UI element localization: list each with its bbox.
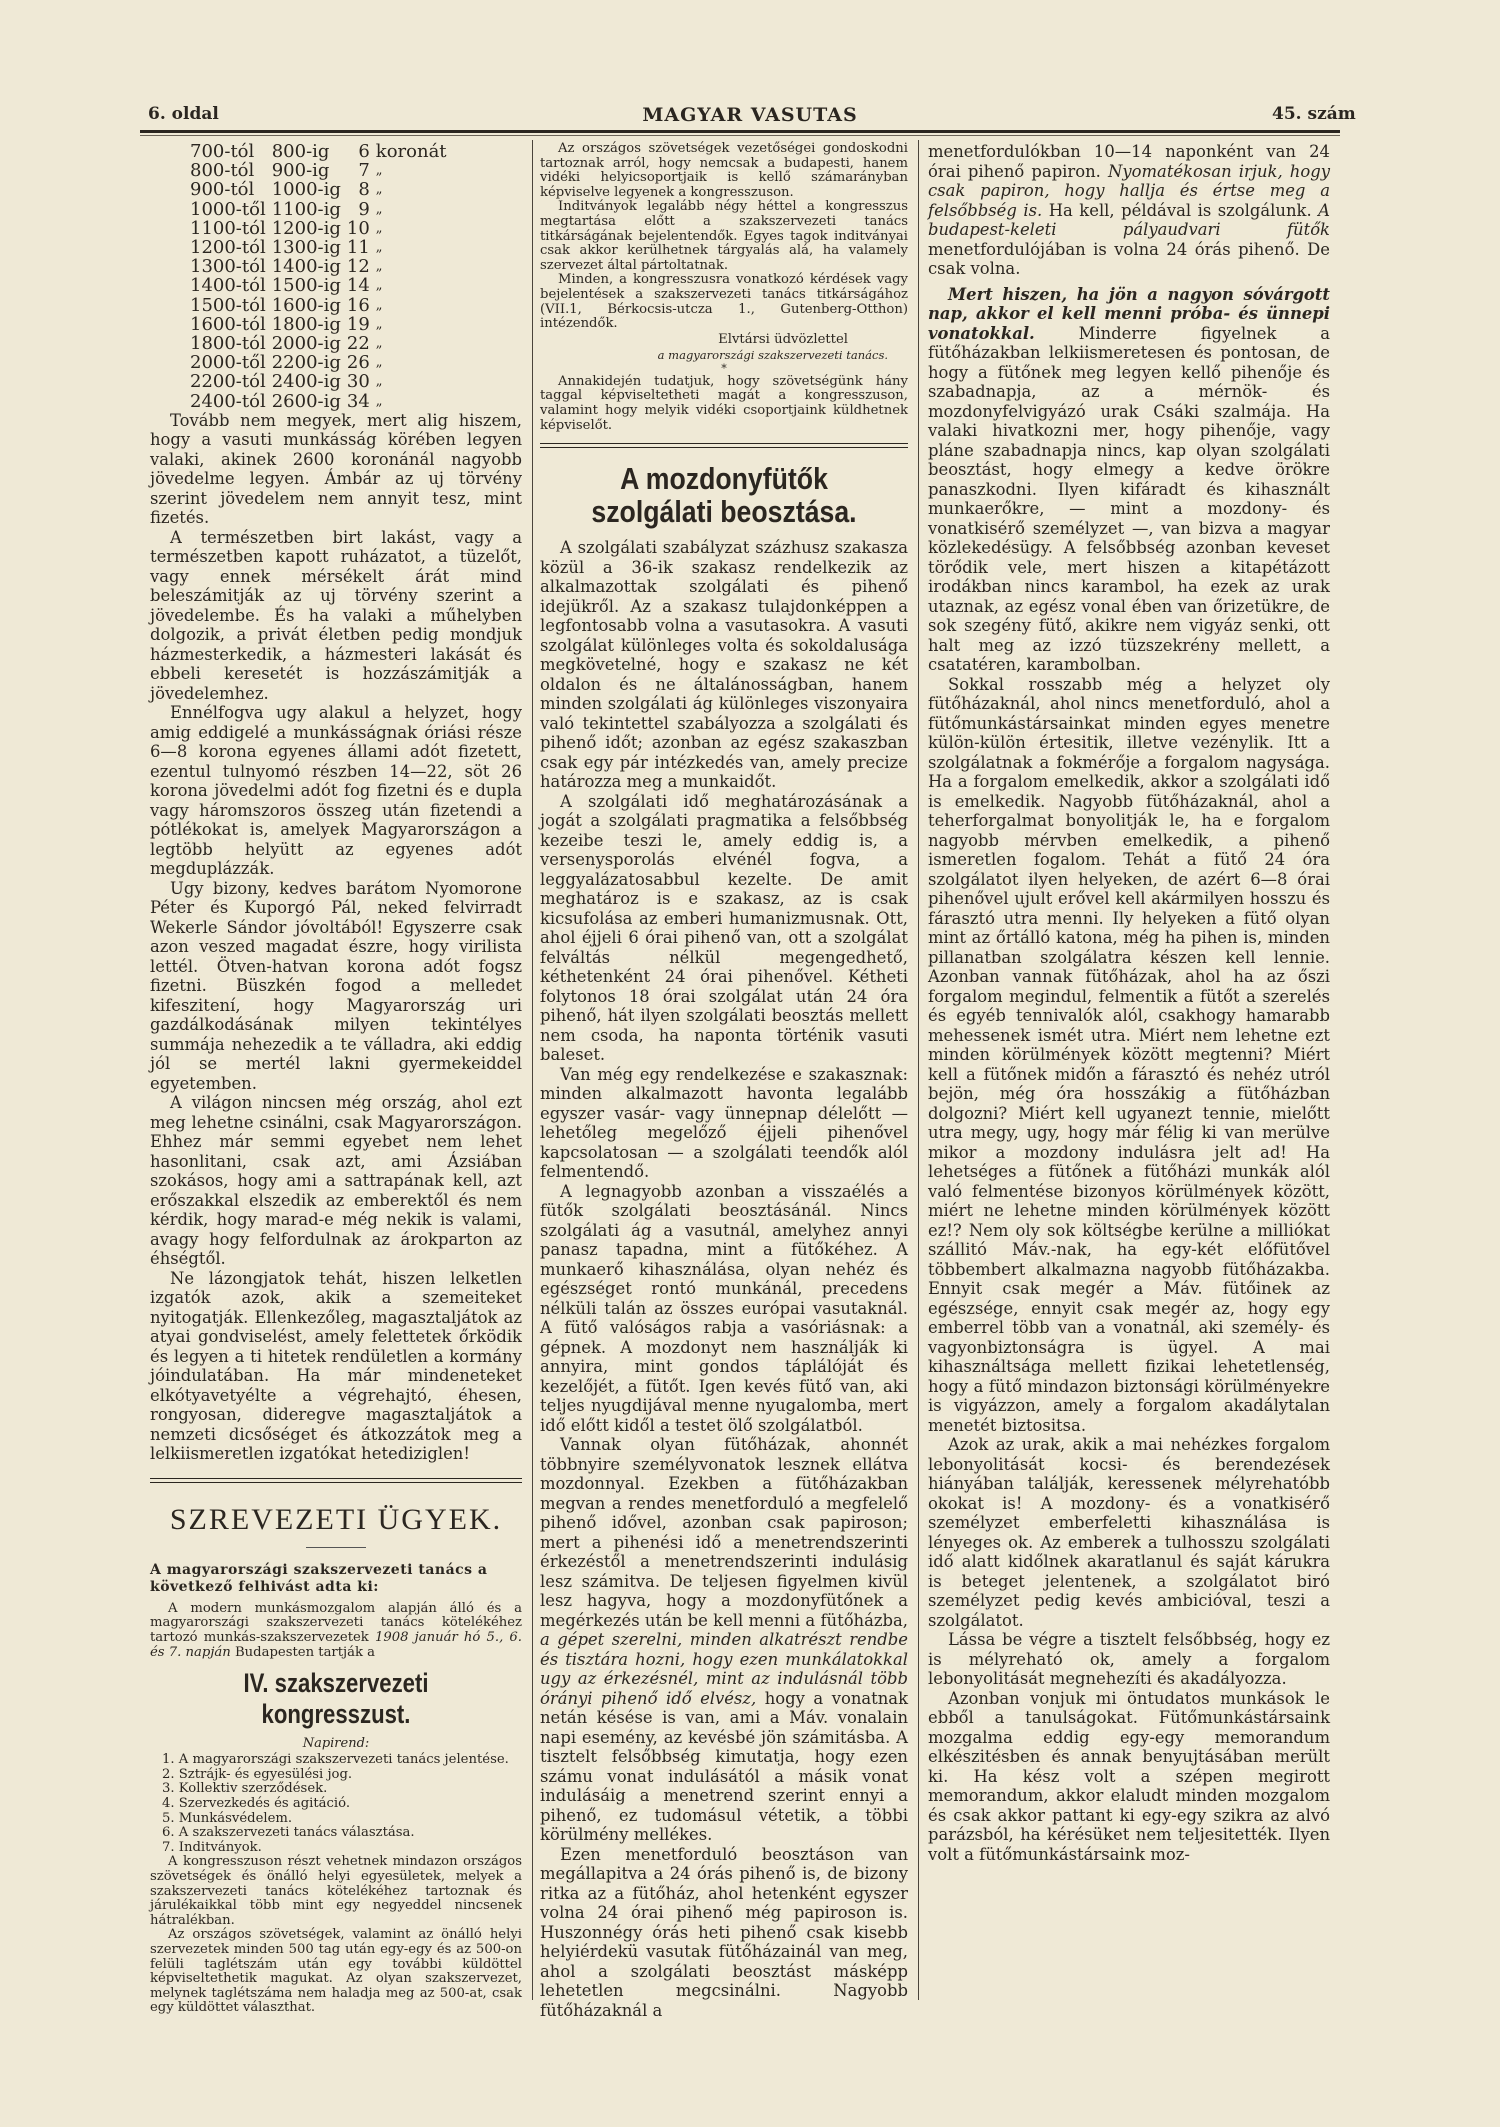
column-2: [540, 142, 908, 2020]
rate-amount: 14: [346, 275, 370, 297]
congress-date: 1908 január hó 5., 6. és 7. napján: [150, 1630, 522, 1660]
article-paragraph: Van még egy rendelkezése e szakasznak: minden alkalmazott havonta legalább egyszer vasár- vagy ünnepnap délelőtt — lehetőleg megelőző éjjeli pihenővel kapcsolatosan — a szolgálati teendők alól felmentendő.: [540, 1064, 908, 1182]
column-divider: [532, 140, 533, 2000]
agenda-label: Napirend:: [302, 1736, 370, 1752]
announcement-text: A modern munkásmozgalom alapján álló és a magyarországi szakszervezeti tanács kötelékéhez tartozó munkás-szakszervezetek: [150, 1600, 522, 1646]
signature: a magyarországi szakszervezeti tanács.: [657, 347, 888, 362]
page-number: 6. oldal: [148, 104, 219, 124]
greeting: Elvtársi üdvözlettel: [718, 331, 848, 347]
rate-from: 2400-tól: [190, 390, 266, 412]
notice: Annakidején tudatjuk, hogy szövetségünk hány taggal képviseltetheti magát a kongresszuson, valamint hogy melyik vidéki csoportjaink küldhetnek képviselőt.: [540, 373, 908, 433]
rate-unit: „: [375, 201, 383, 217]
announcement-continuation: [540, 142, 908, 332]
agenda-item: 4. Szervezkedés és agitáció.: [162, 1796, 351, 1811]
rate-from: 900-tól: [190, 179, 255, 201]
rate-to: 1500-ig: [271, 275, 341, 297]
rate-amount: 11: [346, 237, 370, 259]
text: Vannak olyan fütőházak, ahonnét többnyire személyvonatok lesznek ellátva mozdonnyal. Ezekben a fütőházakban megvan a rendes menetforduló a megfelelő pihenő idővel, azonban csak papiroson; mert a pihenési idő a menetrendszerinti érkezéstől a menetrendszerinti indulásig lesz számitva. De teljesen figyelmen kivül lesz hagyva, hogy a mozdonyfütőnek a megérkezés után be kell menni a fütőházba,: [540, 1435, 908, 1630]
section-title: SZREVEZETI ÜGYEK.: [169, 1502, 503, 1536]
rate-amount: 19: [346, 313, 370, 335]
agenda-item: 7. Inditványok.: [162, 1839, 262, 1855]
rate-unit: „: [375, 336, 383, 352]
emphasis: A budapest-keleti pályaudvari fütők: [928, 200, 1331, 239]
rate-to: 800-ig: [271, 141, 330, 162]
article-continuation: [150, 411, 522, 1464]
rate-amount: 12: [346, 256, 370, 278]
rate-unit: „: [375, 374, 383, 390]
agenda-item: 6. A szakszervezeti tanács választása.: [162, 1825, 415, 1841]
article-paragraph: A szolgálati idő meghatározásának a jogát a szolgálati pragmatika a felsőbbség kezeibe teszi le, amely eddig is, a versenysporolás elvénél fogva, a leggyalázatosabbul kezelte. De amit meghatároz is e szakasz, az is csak kicsufolása az emberi humanizmusnak. Ott, ahol éjjeli 6 órai pihenő van, ott a szolgálat felváltás nélkül megengedhető, kéthetenként 24 órai pihenővel. Kétheti folytonos 18 órai szolgálat után 24 óra pihenő, hát ilyen szolgálati beosztás mellett nem csoda, ha naponta történik vasuti baleset.: [540, 791, 908, 1065]
rate-unit: „: [375, 182, 383, 198]
article-paragraph: A legnagyobb azonban a visszaélés a fütők szolgálati beosztásánál. Nincs szolgálati ág a vasutnál, amelyhez annyi panasz tapadna, mint a fütőkéhez. A munkaerő kihasználása, olyan nehéz és egészséget rontó munkánál, precedens nélküli talán az összes európai vasutaknál. A fütő valóságos rabja a vasóriásnak: a gépnek. A mozdonyt nem használják ki annyira, mint gondos táplálóját és kezelőjét, a fütőt. Igen kevés fütő van, aki teljes nyugdijával menne nyugalomba, mert idő előtt kidől a testet ölő szolgálatból.: [540, 1181, 908, 1435]
rate-amount: 16: [346, 294, 370, 316]
article-paragraph: Ezen menetforduló beosztáson van megállapitva a 24 órás pihenő is, de bizony ritka az a fütőház, ahol hetenként egyszer volna 24 órai pihenő még papiroson is. Huszonnégy órás heti pihenő csak kisebb helyiérdekü vasutak fütőházainál van meg, ahol a szolgálati beosztást másképp lehetetlen megcsinálni. Nagyobb fütőházaknál a: [540, 1844, 908, 2020]
rate-to: 2600-ig: [271, 390, 341, 412]
rate-to: 900-ig: [271, 160, 330, 182]
section-divider: [150, 1478, 522, 1483]
announcement-paragraph: Inditványok legalább négy héttel a kongresszus megtartása előtt a szakszervezeti tanács titkárságának bejelentendők. Egyes tagok inditványai csak akkor kerülhetnek tárgyalás alá, ha valamely szervezet által pártoltatnak.: [540, 199, 908, 273]
rate-unit: koronát: [375, 141, 447, 162]
rate-to: 1300-ig: [271, 237, 341, 259]
rate-from: 1000-től: [190, 198, 266, 220]
rate-amount: 9: [358, 198, 370, 220]
rate-amount: 10: [346, 217, 370, 239]
rate-row: [190, 334, 453, 353]
rate-row: [190, 180, 453, 199]
rate-row: [190, 276, 453, 295]
rate-amount: 30: [346, 371, 370, 393]
rate-from: 2200-tól: [190, 371, 266, 393]
congress-title: IV. szakszervezeti kongresszust.: [243, 1668, 429, 1730]
article-paragraph: Ennélfogva ugy alakul a helyzet, hogy amig eddigelé a munkásságnak óriási része 6—8 korona egyenes állami adót fizetett, ezentul tulnyomó részben 14—22, söt 26 korona jövedelmi adót fog fizetni és e dupla vagy háromszoros összeg után fizetendi a pótlékokat is, amelyek Magyarországon a legtöbb helyütt az egyenes adót megduplázzák.: [150, 703, 522, 879]
rate-from: 1800-tól: [190, 333, 266, 355]
text: Ha kell, példával is szolgálunk.: [1042, 200, 1319, 220]
rate-unit: „: [375, 355, 383, 371]
column-divider: [918, 140, 919, 2000]
rate-from: 1600-tól: [190, 313, 266, 335]
article-paragraph: Azonban vonjuk mi öntudatos munkások le ebből a tanulságokat. Fütőmunkástársaink mozgalma eddig egy-egy memorandum elkészitésben és annak benyujtásában merült ki. Ha kész volt a szépen megirott memorandum, akkor elaludt minden mozgalom és csak akkor pattant ki egy-egy szikra az alvó parázsból, ha kérésüket nem teljesitették. Ilyen volt a fütőmunkástársaink moz-: [928, 1688, 1330, 1864]
rate-row: [190, 161, 453, 180]
agenda-item: 1. A magyarországi szakszervezeti tanács jelentése.: [162, 1752, 509, 1768]
rate-to: 2400-ig: [271, 371, 341, 393]
rate-row: [190, 200, 453, 219]
column-1: [150, 142, 522, 2016]
rate-unit: „: [375, 259, 383, 275]
announcement-paragraph: Az országos szövetségek, valamint az önálló helyi szervezetek minden 500 tag után egy-egy és az 500-on felüli taglétszám után egy további küldöttel képviseltethetik magukat. Az olyan szakszervezet, melynek taglétszáma nem haladja meg az 500-at, csak egy küldöttet választhat.: [150, 1927, 522, 2016]
announcement-paragraph: A kongresszuson részt vehetnek mindazon országos szövetségek és önálló helyi egyesületek, melyek a szakszervezeti tanács kötelékéhez tartoznak és járulékaikkal több mint egy negyeddel nincsenek hátralékban.: [150, 1854, 522, 1928]
rate-unit: „: [375, 220, 383, 236]
rate-to: 2000-ig: [271, 333, 341, 355]
article-paragraph: A természetben birt lakást, vagy a természetben kapott ruházatot, a tüzelőt, vagy ennek mérsékelt árát mind beleszámitják az uj törvény szerint a jövedelembe. És ha valaki a műhelyben dolgozik, a privát életben pedig mondjuk házmesterkedik, a házmesteri lakását és ebbeli keresetét is hozzászámitják a jövedelemhez.: [150, 527, 522, 703]
bold-emphasis: Mert hiszen, ha jön a nagyon sóvárgott nap, akkor el kell menni próba- és ünnepi vonatokkal.: [928, 284, 1330, 343]
article-paragraph: [928, 285, 1330, 675]
tax-rate-table: [190, 142, 453, 411]
article-paragraph: Ugy bizony, kedves barátom Nyomorone Péter és Kuporgó Pál, neked felvirradt Wekerle Sándor jóvoltából! Egyszerre csak azon veszed magadat észre, hogy virilista lettél. Ötven-hatvan korona adót fogsz fizetni. Büszkén fogod a melledet kifeszitení, hogy Magyarország uri gazdálkodásának milyen tekintélyes summája nehezedik a te válladra, aki eddig jól se mertél lakni gyermekeiddel egyetemben.: [150, 878, 522, 1093]
rate-row: [190, 257, 453, 276]
article-headline: A mozdonyfütők szolgálati beosztása.: [591, 461, 857, 530]
article-body: [540, 538, 908, 1435]
rate-amount: 6: [358, 141, 370, 162]
column-3: [928, 142, 1330, 1864]
rate-unit: „: [375, 240, 383, 256]
rate-to: 1100-ig: [271, 198, 341, 220]
text: menetfordulójában is volna 24 órás pihenő. De csak volna.: [928, 239, 1330, 278]
rate-row: [190, 353, 453, 372]
rate-row: [190, 238, 453, 257]
rate-amount: 26: [346, 352, 370, 374]
article-paragraph: Tovább nem megyek, mert alig hiszem, hogy a vasuti munkásság körében legyen valaki, akinek 2600 koronánál nagyobb jövedelme legyen. Ámbár az uj törvény szerint jövedelem nem annyit tesz, mint fizetés.: [150, 410, 522, 528]
rate-row: [190, 219, 453, 238]
announcement: [150, 1602, 522, 1660]
rate-unit: „: [375, 163, 383, 179]
rate-from: 1400-tól: [190, 275, 266, 297]
rate-to: 1000-ig: [271, 179, 341, 201]
header-rule-thin: [140, 135, 1340, 136]
separator: *: [721, 361, 727, 375]
rate-amount: 22: [346, 333, 370, 355]
article-paragraph: Sokkal rosszabb még a helyzet oly fütőházaknál, ahol nincs menetforduló, ahol a fütőmunkástársainkat minden egyes menetre külön-külön értesitik, illetve vezénylik. Itt a szolgálatnak a fokmérője a forgalom nagysága. Ha a forgalom emelkedik, akkor a szolgálati idő is emelkedik. Nagyobb fütőházaknál, ahol a teherforgalmat bonyolitják le, ha e forgalom nagyobb mérvben emelkedik, a pihenő ismeretlen fogalom. Tehát a fütő 24 óra szolgálatot ilyen helyeken, de azért 6—8 órai pihenővel ujult erővel kell akármilyen hosszu és fárasztó utra menni. Ily helyeken a fütő olyan mint az őrtálló katona, még ha pihen is, minden pillanatban szolgálatra készen kell lennie. Azonban vannak fütőházak, ahol ha az őszi forgalom megindul, felmentik a fütőt a szerelés és egyéb tennivalók alól, csakhogy hamarabb mehessenek ismét utra. Miért nem lehetne ezt minden körülmények között megtenni? Miért kell a fütőnek midőn a fárasztó és nehéz utról bejön, még óra hosszákig a fütőházban dolgozni? Miért kell ugyanezt tennie, mielőtt utra megy, ugy, hogy már félig ki van merülve mikor a mozdony indulásra jelt ad! Ha lehetséges a fütőnek a fütőházi munkák alól való felmentése bizonyos körülmények között, miért ne lehetne minden körülmények között ez!? Nem oly sok költségbe kerülne a milliókat szállitó Máv.-nak, ha egy-két előfütővel többembert alkalmazna nagyobb fütőházakba. Ennyit csak megér a Máv. fütőinek az egészsége, ennyit csak megér az, hogy egy emberrel több van a vonatnál, aki személy- és vagyonbiztonságra is ügyel. A mai kihasználtsága mellett fizikai lehetetlenség, hogy a fütő mindazon biztonsági körülményekre is vigyázzon, amely a forgalom akadálytalan menetét biztositsa.: [928, 674, 1330, 1435]
rate-from: 1300-tól: [190, 256, 266, 278]
article-paragraph: A szolgálati szabályzat százhusz szakasza közül a 36-ik szakasz rendelkezik az alkalmazottak szolgálati és pihenő idejükről. Az a szakasz tulajdonképpen a legfontosabb volna a vasutasokra. A vasuti szolgálat különleges volta és sokoldalusága megkövetelné, hogy e szakasz ne két oldalon és ne általánosságban, hanem minden szolgálati ág különleges viszonyaira való tekintettel szabályozza a szolgálati és pihenő időt; azonban az egész szakaszban csak egy pár intézkedés van, amely precize határozza meg a munkaidőt.: [540, 538, 908, 792]
rate-from: 1100-tól: [190, 217, 266, 239]
section-divider: [540, 443, 908, 448]
announcement-paragraph: Az országos szövetségek vezetőségei gondoskodni tartoznak arról, hogy nemcsak a budapesti, hanem vidéki helyicsoportjaik is kellő számarányban képviselve legyenek a kongresszuson.: [540, 141, 908, 200]
emphasis: Nyomatékosan irjuk, hogy csak papiron, hogy hallja és értse meg a felsőbbség is.: [928, 161, 1330, 220]
text: menetfordulókban 10—14 naponként van 24 órai pihenő papiron.: [928, 142, 1330, 181]
rate-amount: 8: [358, 179, 370, 201]
rate-row: [190, 315, 453, 334]
rate-row: [190, 296, 453, 315]
emphasis: a gépet szerelni, minden alkatrészt rendbe és tisztára hozni, hogy ezen munkálatokkal ugy az érkezésnél, mint az indulásnál több órányi pihenő idő elvész,: [540, 1630, 908, 1708]
announcement-rules: [150, 1855, 522, 2016]
rate-unit: „: [375, 278, 383, 294]
ornament-rule: [306, 1547, 366, 1548]
rate-row: [190, 372, 453, 391]
article-paragraph: [928, 142, 1330, 279]
rate-from: 2000-től: [190, 352, 266, 374]
agenda-list: [150, 1753, 522, 1855]
rate-from: 1500-tól: [190, 294, 266, 316]
rate-unit: „: [375, 316, 383, 332]
announcement-intro: A magyarországi szakszervezeti tanács a következő felhivást adta ki:: [150, 1561, 488, 1595]
rate-row: [190, 392, 453, 411]
agenda-item: 5. Munkásvédelem.: [162, 1810, 293, 1826]
article-paragraph: Ne lázongjatok tehát, hiszen lelketlen izgatók azok, akik a szemeiteket nyitogatják. Ellenkezőleg, magasztaljátok az atyai gondviselést, amely felettetek őrködik és legyen a ti hitetek rendületlen a kormány jóindulatában. Ha már mindeneteket elkótyavetyélte a végrehajtó, éhesen, rongyosan, dideregve magasztaljátok a nemzeti dicsőséget és átkozzátok meg a lelkiismeretlen izgatókat hetediziglen!: [150, 1268, 522, 1464]
rate-to: 1600-ig: [271, 294, 341, 316]
rate-from: 800-tól: [190, 160, 255, 182]
rate-row: [190, 142, 453, 161]
header-rule: [140, 130, 1340, 133]
rate-from: 700-tól: [190, 141, 255, 162]
article-body: [928, 675, 1330, 1865]
article-paragraph: A világon nincsen még ország, ahol ezt meg lehetne csinálni, csak Magyarországon. Ehhez már semmi egyebet nem lehet hasonlitani, csak azt, ami Ázsiában szokásos, hogy ami a sattrapának kell, azt erőszakkal elszedik az emberektől és nem kérdik, hogy marad-e még nekik is valami, avagy hogy felfordulnak az árokparton az éhségtől.: [150, 1093, 522, 1269]
rate-to: 1400-ig: [271, 256, 341, 278]
rate-to: 1800-ig: [271, 313, 341, 335]
issue-number: 45. szám: [1272, 104, 1356, 124]
rate-to: 1200-ig: [271, 217, 341, 239]
article-paragraph: [540, 1435, 908, 1845]
agenda-item: 2. Sztrájk- és egyesülési jog.: [162, 1766, 353, 1782]
article-paragraph: Azok az urak, akik a mai nehézkes forgalom lebonyolitását kocsi- és berendezések hiányában találják, keressenek mélyrehatóbb okokat is! A mozdony- és a vonatkisérő személyzet emberfeletti kihasználása is lényeges ok. Az emberek a tulhosszu szolgálati idő alatt kidőlnek akaratlanul és saját kárukra is beteget jelentenek, a szolgálatot biró személyzet pedig kevés ambicióval, teszi a szolgálatot.: [928, 1435, 1330, 1630]
agenda-item: 3. Kollektiv szerződések.: [162, 1781, 328, 1797]
rate-unit: „: [375, 297, 383, 313]
rate-unit: „: [375, 393, 383, 409]
announcement-text: Budapesten tartják a: [230, 1644, 376, 1660]
rate-amount: 34: [346, 390, 370, 412]
article-paragraph: Lássa be végre a tisztelt felsőbbség, hogy ez is mélyreható ok, amely a forgalom lebonyolitását megnehezíti és akadályozza.: [928, 1630, 1330, 1688]
rate-amount: 7: [358, 160, 370, 182]
rate-from: 1200-tól: [190, 237, 266, 259]
announcement-paragraph: Minden, a kongresszusra vonatkozó kérdések vagy bejelentések a szakszervezeti tanács titkárságához (VII.1, Bérkocsis-utcza 1., Gutenberg-Otthon) intézendők.: [540, 272, 908, 332]
text: Minderre figyelnek a fütőházakban lelkiismeretesen és pontosan, de hogy a fütőnek meg legyen kellő pihenője és szabadnapja, az a mérnök- és mozdonyfelvigyázó urak Csáki szalmája. Ha valaki hivatkozni mer, hogy pihenője, vagy pláne szabadnapja nincs, kap olyan szolgálati beosztást, hogy elmegy a kedve örökre panaszkodni. Ilyen kifáradt és kihasznált munkaerőkre, — mint a mozdony- és vonatkisérő személyzet —, van bizva a magyar közlekedésügy. A felsőbbség azonban keveset törődik vele, mert hiszen a kitapétázott irodákban nincs karambol, ha ezek az urak utaznak, az egész vonal ében van őrizetükre, de sok szegény fütő, akikre nem vigyáz senki, ott halt meg az izzó tüzszekrény mellett, a csatatéren, karambolban.: [928, 323, 1330, 674]
newspaper-title: MAGYAR VASUTAS: [642, 104, 858, 126]
text: hogy a vonatnak netán késése is van, ami a Máv. vonalain napi esemény, az kevésbé jön számitásba. A tisztelt felsőbbség kimutatja, hogy ezen számu vonat indulásától a másik vonat indulásáig a menetrend szerint ennyi a pihenő, ez tudomásul vétetik, a többi körülmény mellékes.: [540, 1688, 908, 1845]
rate-to: 2200-ig: [271, 352, 341, 374]
